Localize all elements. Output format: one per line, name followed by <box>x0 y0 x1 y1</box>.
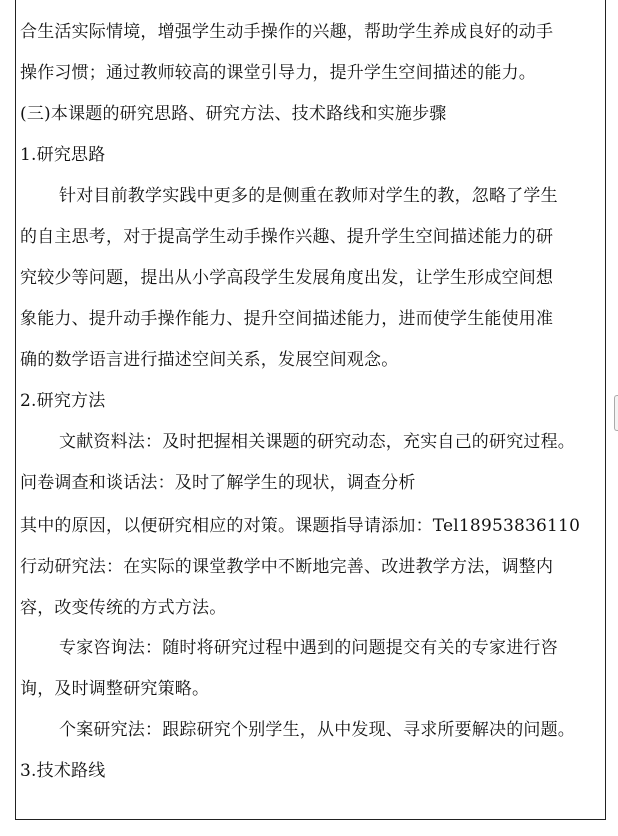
paragraph-line: 其中的原因，以便研究相应的对策。课题指导请添加：Tel18953836110 <box>20 516 581 536</box>
subsection-heading: 1.研究思路 <box>20 145 106 165</box>
subsection-heading: 2.研究方法 <box>20 391 106 411</box>
paragraph-line: 容，改变传统的方式方法。 <box>20 598 227 618</box>
paragraph-line: 询，及时调整研究策略。 <box>20 679 210 699</box>
side-scroll-handle[interactable] <box>614 395 618 431</box>
paragraph-line: 行动研究法：在实际的课堂教学中不断地完善、改进教学方法，调整内 <box>20 557 554 577</box>
paragraph-line: 针对目前教学实践中更多的是侧重在教师对学生的教，忽略了学生 <box>59 186 558 206</box>
paragraph-line: 个案研究法：跟踪研究个别学生，从中发现、寻求所要解决的问题。 <box>59 720 575 740</box>
text-line: 操作习惯；通过教师较高的课堂引导力，提升学生空间描述的能力。 <box>20 63 536 83</box>
section-heading: (三)本课题的研究思路、研究方法、技术路线和实施步骤 <box>20 104 447 124</box>
paragraph-line: 问卷调查和谈话法：及时了解学生的现状，调查分析 <box>20 473 416 493</box>
paragraph-line: 专家咨询法：随时将研究过程中遇到的问题提交有关的专家进行咨 <box>59 638 558 658</box>
subsection-heading: 3.技术路线 <box>20 761 106 781</box>
text-line: 合生活实际情境，增强学生动手操作的兴趣，帮助学生养成良好的动手 <box>20 22 554 42</box>
paragraph-line: 究较少等问题，提出从小学高段学生发展角度出发，让学生形成空间想 <box>20 268 554 288</box>
paragraph-line: 象能力、提升动手操作能力、提升空间描述能力，进而使学生能使用准 <box>20 309 554 329</box>
paragraph-line: 的自主思考，对于提高学生动手操作兴趣、提升学生空间描述能力的研 <box>20 227 554 247</box>
paragraph-line: 确的数学语言进行描述空间关系，发展空间观念。 <box>20 350 399 370</box>
paragraph-line: 文献资料法：及时把握相关课题的研究动态，充实自己的研究过程。 <box>59 432 575 452</box>
